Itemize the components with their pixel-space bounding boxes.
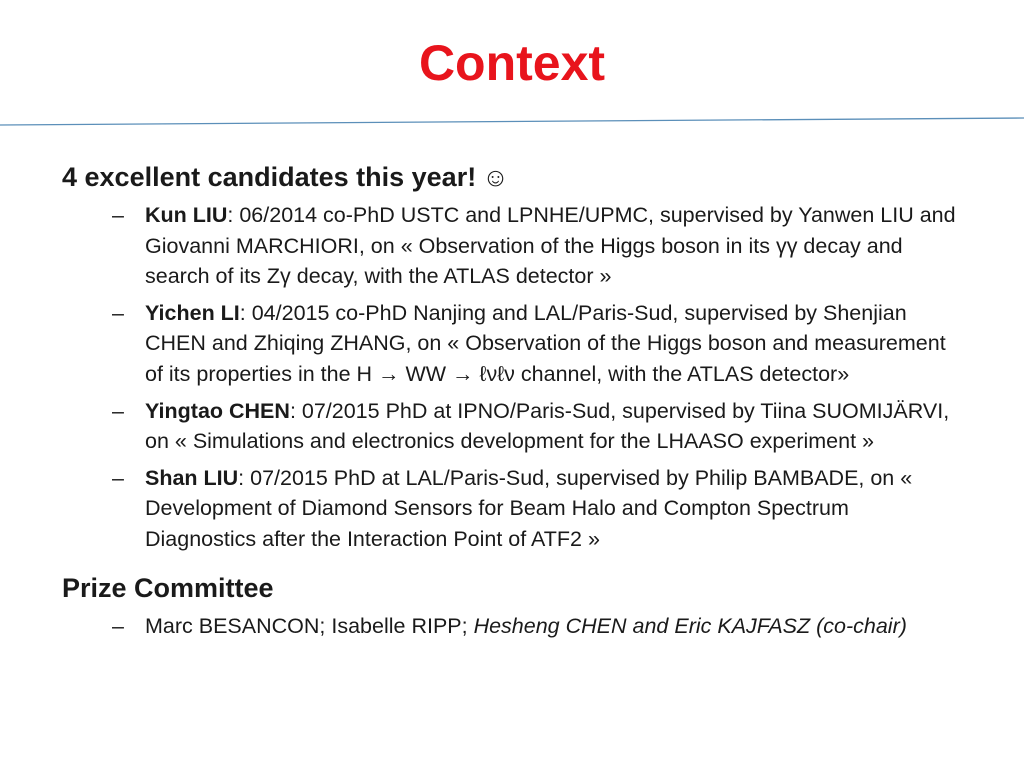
smiley-icon: ☺ <box>482 162 509 192</box>
slide-title: Context <box>418 35 606 91</box>
committee-list <box>62 611 962 642</box>
committee-chairs: Hesheng CHEN and Eric KAJFASZ (co-chair) <box>473 613 907 638</box>
candidate-details: : 06/2014 co-PhD USTC and LPNHE/UPMC, supervised by Yanwen LIU and Giovanni MARCHIORI, on « Observation of the Higgs boson in its γγ decay and search of its Zγ decay, with the ATLAS detector » <box>145 203 956 289</box>
candidates-list <box>62 200 962 555</box>
dash-icon: – <box>112 300 124 325</box>
candidate-details: : 07/2015 PhD at IPNO/Paris-Sud, supervised by Tiina SUOMIJÄRVI, on « Simulations and electronics development for the LHAASO experiment » <box>145 398 950 454</box>
candidates-heading-text: 4 excellent candidates this year! <box>62 162 477 192</box>
candidate-item <box>62 396 962 457</box>
committee-heading: Prize Committee <box>62 572 274 603</box>
candidate-name: Shan LIU <box>145 465 239 490</box>
candidate-item <box>62 298 962 390</box>
candidate-name: Yichen LI <box>145 300 240 325</box>
dash-icon: – <box>112 203 124 227</box>
candidate-item <box>62 463 962 555</box>
slide-content <box>62 158 962 647</box>
candidate-name: Yingtao CHEN <box>145 398 290 423</box>
committee-item <box>62 611 962 642</box>
dash-icon: – <box>112 465 124 490</box>
dash-icon: – <box>112 613 124 638</box>
title-divider <box>0 116 1024 128</box>
committee-members: Marc BESANCON; Isabelle RIPP; <box>145 613 474 638</box>
candidate-details: : 07/2015 PhD at LAL/Paris-Sud, supervised by Philip BAMBADE, on « Development of Diamond Sensors for Beam Halo and Compton Spectrum Diagnostics after the Interaction Point of ATF2 » <box>145 465 913 551</box>
dash-icon: – <box>112 398 124 423</box>
candidate-item <box>62 200 962 292</box>
candidate-details: : 04/2015 co-PhD Nanjing and LAL/Paris-Sud, supervised by Shenjian CHEN and Zhiqing ZHANG, on « Observation of the Higgs boson and measurement of its properties in the H → WW → ℓνℓν channel, with the ATLAS detector» <box>145 300 946 386</box>
candidates-heading <box>62 158 962 196</box>
candidate-name: Kun LIU <box>145 203 228 227</box>
